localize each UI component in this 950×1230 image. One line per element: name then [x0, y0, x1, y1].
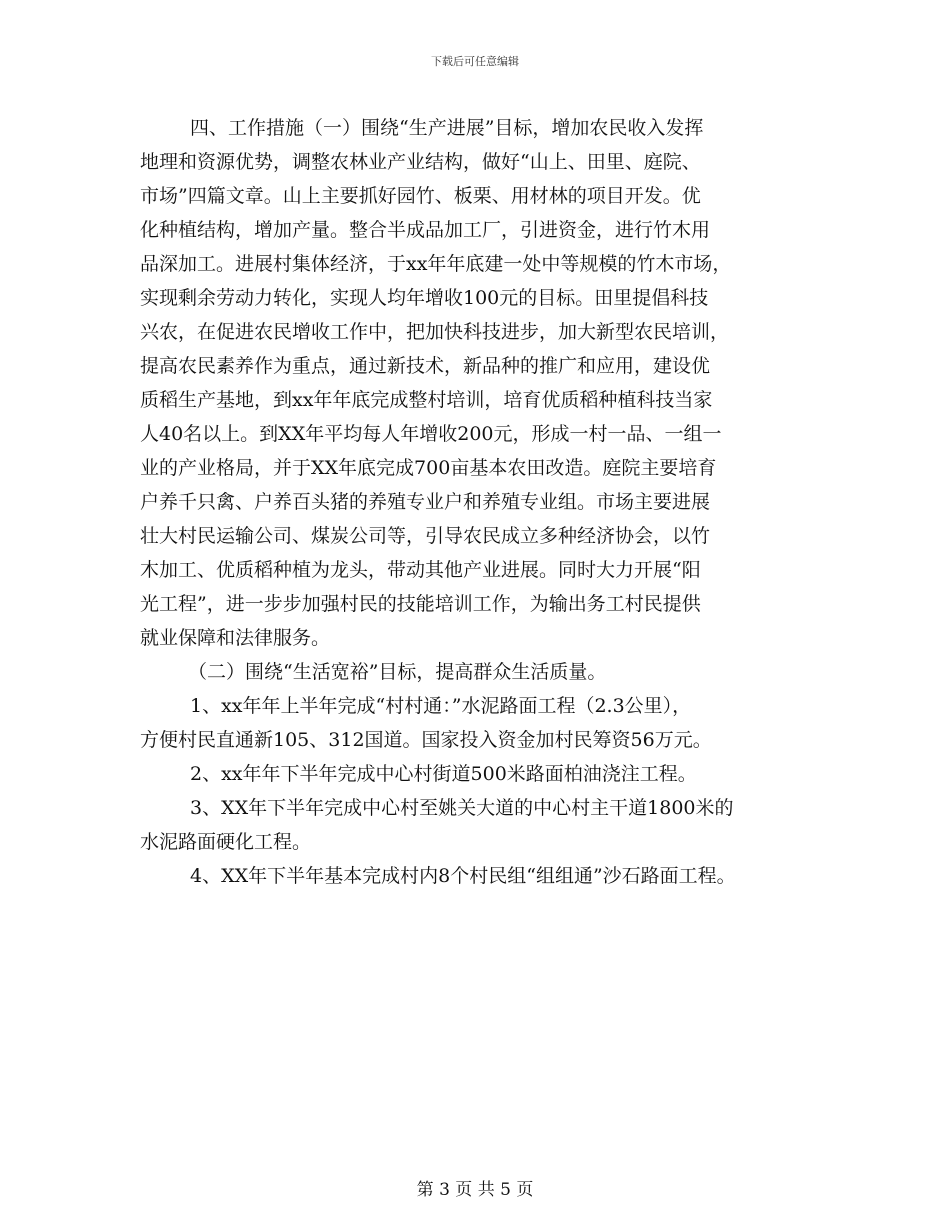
- list-item: 1、xx年年上半年完成“村村通：”水泥路面工程（2.3公里），: [190, 695, 692, 717]
- page-header: 下载后可任意编辑: [431, 55, 519, 68]
- paragraph-line: 提高农民素养作为重点，通过新技术，新品种的推广和应用，建设优: [140, 355, 711, 377]
- list-item: 2、xx年年下半年完成中心村街道500米路面柏油浇注工程。: [190, 763, 697, 785]
- paragraph-line: 兴农，在促进农民增收工作中，把加快科技进步，加大新型农民培训，: [140, 321, 730, 343]
- paragraph-line: 实现剩余劳动力转化，实现人均年增收100元的目标。田里提倡科技: [140, 287, 709, 309]
- list-item: 4、XX年下半年基本完成村内8个村民组“组组通”沙石路面工程。: [190, 865, 736, 887]
- paragraph-line: 业的产业格局，并于XX年底完成700亩基本农田改造。庭院主要培育: [140, 457, 717, 479]
- paragraph-line: 化种植结构，增加产量。整合半成品加工厂，引进资金，进行竹木用: [140, 219, 711, 241]
- paragraph-line: 品深加工。进展村集体经济，于xx年年底建一处中等规模的竹木市场，: [140, 253, 732, 275]
- page-number: 第 3 页 共 5 页: [416, 1180, 534, 1200]
- paragraph-line: 光工程”，进一步步加强村民的技能培训工作，为输出务工村民提供: [140, 593, 701, 615]
- paragraph-line: 就业保障和法律服务。: [140, 627, 331, 649]
- list-item-continuation: 水泥路面硬化工程。: [140, 831, 312, 853]
- paragraph-line: 木加工、优质稻种植为龙头，带动其他产业进展。同时大力开展“阳: [140, 559, 701, 581]
- page-footer: [0, 1175, 950, 1200]
- paragraph-line: 质稻生产基地，到xx年年底完成整村培训，培育优质稻种植科技当家: [140, 389, 713, 411]
- paragraph-line: 地理和资源优势，调整农林业产业结构，做好“山上、田里、庭院、: [140, 151, 701, 173]
- paragraph-line: 壮大村民运输公司、煤炭公司等，引导农民成立多种经济协会，以竹: [140, 525, 711, 547]
- list-item: 3、XX年下半年完成中心村至姚关大道的中心村主干道1800米的: [190, 797, 734, 819]
- paragraph-line: 四、工作措施（一）围绕“生产进展”目标，增加农民收入发挥: [190, 117, 704, 139]
- document-body: [140, 111, 830, 893]
- paragraph-line: 人40名以上。到XX年平均每人年增收200元，形成一村一品、一组一: [140, 423, 722, 445]
- list-item-continuation: 方便村民直通新105、312国道。国家投入资金加村民筹资56万元。: [140, 729, 712, 751]
- paragraph-line: 市场”四篇文章。山上主要抓好园竹、板栗、用材林的项目开发。优: [140, 185, 701, 207]
- paragraph-line: 户养千只禽、户养百头猪的养殖专业户和养殖专业组。市场主要进展: [140, 491, 711, 513]
- section-heading: （二）围绕“生活宽裕”目标，提高群众生活质量。: [188, 661, 607, 683]
